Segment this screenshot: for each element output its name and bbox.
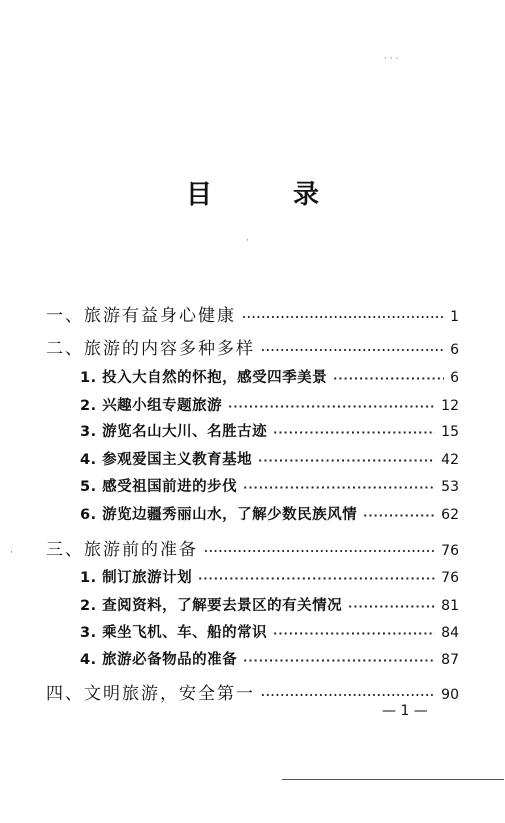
dot-leader <box>258 454 435 467</box>
toc-entry-page: 12 <box>441 398 459 414</box>
toc-entry[interactable] <box>80 420 459 441</box>
toc-entry-title: 1. 投入大自然的怀抱，感受四季美景 <box>80 370 328 386</box>
page-title: 目 录 <box>185 180 356 210</box>
toc-entry-title: 一、旅游有益身心健康 <box>46 306 236 326</box>
toc-entry-title: 5. 感受祖国前进的步伐 <box>80 479 238 495</box>
toc-entry-page: 87 <box>441 652 459 668</box>
toc-entry[interactable] <box>46 535 459 560</box>
toc-entry-page: 53 <box>441 479 459 495</box>
toc-entry-title: 3. 乘坐飞机、车、船的常识 <box>80 625 268 641</box>
dot-leader <box>273 627 435 640</box>
toc-entry-title: 二、旅游的内容多种多样 <box>46 339 255 359</box>
toc-entry[interactable] <box>80 621 459 642</box>
toc-entry[interactable] <box>80 566 459 587</box>
toc-entry-title: 2. 兴趣小组专题旅游 <box>80 398 223 414</box>
dot-leader <box>198 572 435 585</box>
toc-entry-page: 84 <box>441 625 459 641</box>
toc-entry[interactable] <box>80 594 459 615</box>
dot-leader <box>204 545 435 558</box>
scan-speck: · <box>10 548 13 558</box>
toc-entry[interactable] <box>80 648 459 669</box>
dot-leader <box>261 689 435 702</box>
toc-entry[interactable] <box>80 503 459 524</box>
dot-leader <box>363 509 435 522</box>
toc-entry-page: 1 <box>450 309 459 325</box>
toc-entry-page: 42 <box>441 452 459 468</box>
dot-leader <box>348 600 435 613</box>
dot-leader <box>261 344 444 357</box>
toc-entry-title: 6. 游览边疆秀丽山水，了解少数民族风情 <box>80 507 358 523</box>
dot-leader <box>243 481 435 494</box>
toc-entry[interactable] <box>46 301 459 326</box>
toc-entry-page: 6 <box>450 370 459 386</box>
toc-entry-title: 1. 制订旅游计划 <box>80 570 193 586</box>
dot-leader <box>273 426 435 439</box>
page-number: — 1 — <box>382 703 428 719</box>
toc-entry[interactable] <box>80 475 459 496</box>
scan-speck: · · · <box>384 54 399 64</box>
bottom-rule <box>282 779 504 780</box>
dot-leader <box>242 311 444 324</box>
toc-entry-page: 15 <box>441 424 459 440</box>
toc-entry-title: 2. 查阅资料，了解要去景区的有关情况 <box>80 598 343 614</box>
toc-entry-page: 90 <box>441 687 459 703</box>
dot-leader <box>333 372 444 385</box>
dot-leader <box>228 400 435 413</box>
toc-entry[interactable] <box>46 334 459 359</box>
toc-entry-title: 4. 参观爱国主义教育基地 <box>80 452 253 468</box>
toc-entry-title: 三、旅游前的准备 <box>46 540 198 560</box>
toc-entry[interactable] <box>80 366 459 387</box>
toc-entry-title: 3. 游览名山大川、名胜古迹 <box>80 424 268 440</box>
toc-entry[interactable] <box>46 679 459 704</box>
dot-leader <box>243 654 435 667</box>
toc-entry-page: 6 <box>450 342 459 358</box>
toc-entry-page: 76 <box>441 570 459 586</box>
toc-entry[interactable] <box>80 448 459 469</box>
toc-entry-page: 76 <box>441 543 459 559</box>
toc-entry-title: 四、文明旅游，安全第一 <box>46 684 255 704</box>
scan-speck: · <box>246 236 249 246</box>
toc-entry-page: 62 <box>441 507 459 523</box>
toc-entry-page: 81 <box>441 598 459 614</box>
toc-entry[interactable] <box>80 394 459 415</box>
toc-entry-title: 4. 旅游必备物品的准备 <box>80 652 238 668</box>
